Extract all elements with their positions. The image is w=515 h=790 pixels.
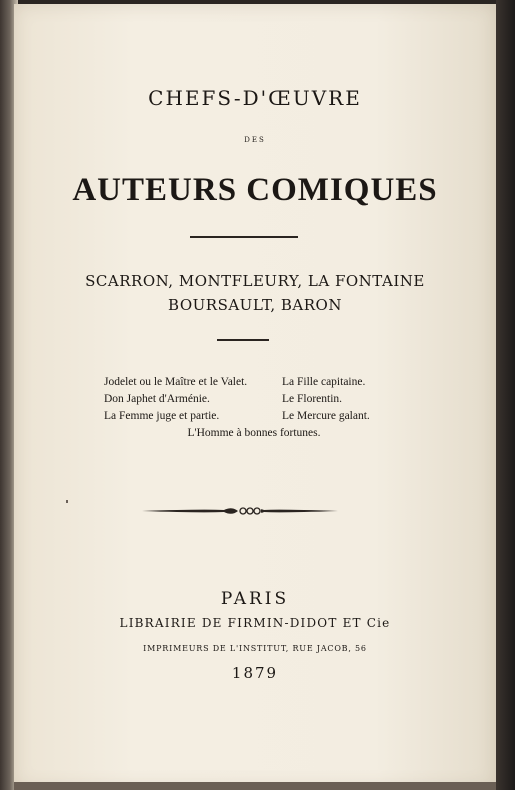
heading-top: CHEFS-D'ŒUVRE (148, 86, 362, 110)
imprint-city: PARIS (220, 589, 290, 609)
play-title-centered: L'Homme à bonnes fortunes. (187, 427, 321, 439)
plays-row (104, 408, 404, 425)
authors-line-2: BOURSAULT, BARON (168, 296, 342, 314)
heading-connector: DES (244, 136, 266, 144)
divider-rule (190, 236, 298, 238)
imprint-printer: IMPRIMEURS DE L'INSTITUT, RUE JACOB, 56 (143, 644, 367, 653)
play-title: Le Mercure galant. (282, 410, 370, 422)
title-page (14, 4, 496, 788)
play-title: La Fille capitaine. (282, 376, 366, 388)
dark-background-edge (496, 0, 515, 790)
play-title: La Femme juge et partie. (104, 410, 220, 422)
short-divider-rule (217, 339, 269, 341)
plays-row (104, 374, 404, 391)
plays-row (104, 391, 404, 408)
paper-speck (66, 500, 68, 503)
imprint-publisher: LIBRAIRIE DE FIRMIN-DIDOT ET Cie (119, 616, 391, 630)
page-bottom-edge (14, 782, 496, 790)
plays-list (104, 374, 404, 442)
play-title: Jodelet ou le Maître et le Valet. (104, 376, 248, 388)
ornamental-rule-icon (140, 504, 340, 518)
heading-main: AUTEURS COMIQUES (72, 172, 438, 208)
play-title: Don Japhet d'Arménie. (104, 393, 210, 405)
imprint-year: 1879 (231, 664, 279, 682)
play-title: Le Florentin. (282, 393, 343, 405)
authors-line-1: SCARRON, MONTFLEURY, LA FONTAINE (85, 272, 425, 290)
